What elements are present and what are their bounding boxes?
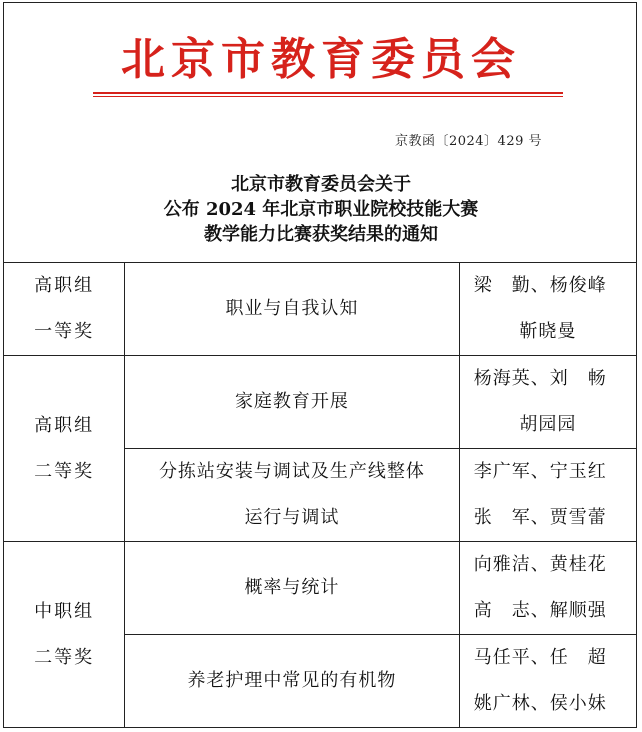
project-name: 运行与调试 [244,507,340,528]
group-level: 高职组 [34,275,95,296]
winner-names: 靳晓曼 [519,321,577,342]
award-level: 一等奖 [34,321,95,342]
winner-names: 马任平、任 超 [473,647,607,668]
winner-names: 杨海英、刘 畅 [473,368,607,389]
red-divider-line-thin [93,96,563,97]
names-cell [459,449,636,542]
document-number: 京教函〔2024〕429 号 [394,134,542,149]
names-cell [459,635,636,728]
award-group-cell [4,356,125,542]
project-cell [125,542,460,635]
org-name-header: 北京市教育委员会 [121,34,521,85]
winner-names: 梁 勤、杨俊峰 [473,275,607,296]
award-group-cell [4,263,125,356]
names-cell [459,356,636,449]
winner-names: 张 军、贾雪蕾 [473,507,607,528]
winner-names: 胡园园 [519,414,577,435]
notice-title-line-2: 公布 2024 年北京市职业院校技能大赛 [163,199,479,220]
group-level: 高职组 [34,414,95,436]
awards-table [3,262,637,728]
award-level: 二等奖 [34,646,95,668]
group-level: 中职组 [34,600,95,622]
red-divider-line [93,92,563,94]
notice-title-line-1: 北京市教育委员会关于 [231,174,411,195]
table-row [4,542,637,635]
names-cell [459,542,636,635]
project-name: 分拣站安装与调试及生产线整体 [158,461,425,482]
notice-title [0,172,642,247]
project-cell [125,356,460,449]
project-cell [125,449,460,542]
winner-names: 向雅洁、黄桂花 [473,554,607,575]
winner-names: 李广军、宁玉红 [473,461,607,482]
award-level: 二等奖 [34,460,95,482]
table-row [4,263,637,356]
project-name: 家庭教育开展 [234,391,349,412]
project-name: 概率与统计 [244,577,340,598]
notice-title-line-3: 教学能力比赛获奖结果的通知 [204,224,438,245]
winner-names: 姚广林、侯小妹 [473,693,607,714]
winner-names: 高 志、解顺强 [473,600,607,621]
project-name: 养老护理中常见的有机物 [187,670,397,691]
project-name: 职业与自我认知 [225,298,359,319]
project-cell [125,263,460,356]
project-cell [125,635,460,728]
award-group-cell [4,542,125,728]
table-row [4,356,637,449]
names-cell [459,263,636,356]
